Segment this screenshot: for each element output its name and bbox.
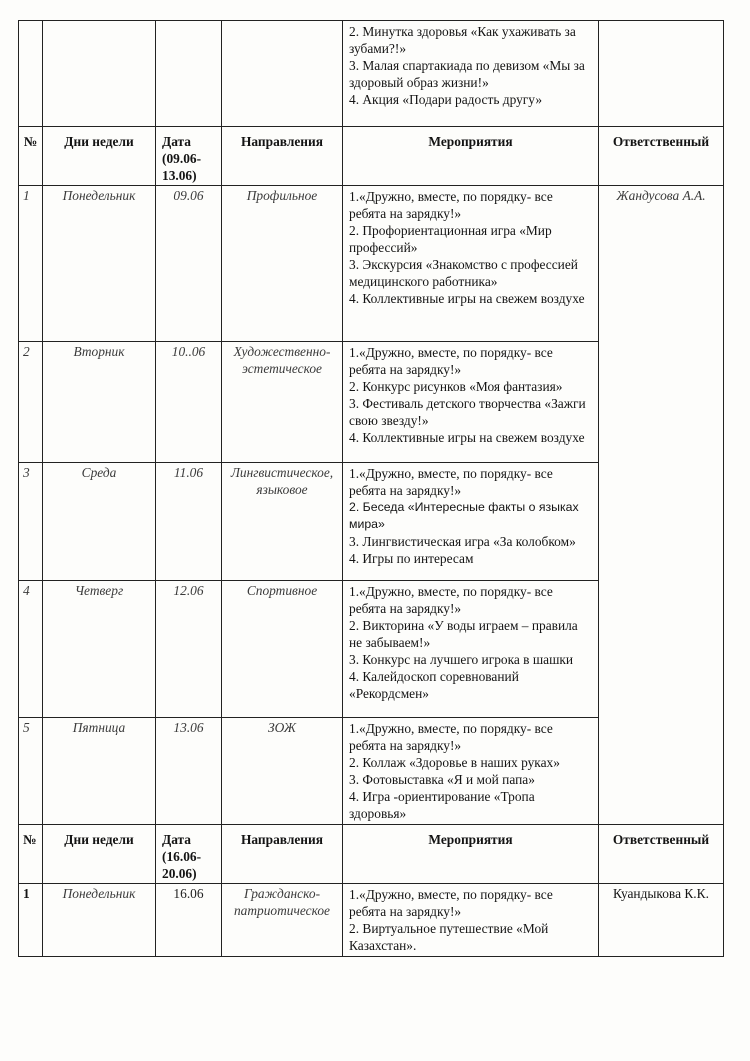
activity-item: 3. Фотовыставка «Я и мой папа» xyxy=(349,772,535,787)
date: 16.06 xyxy=(156,884,222,957)
activity-item: 2. Коллаж «Здоровье в наших руках» xyxy=(349,755,560,770)
row-number: 5 xyxy=(19,718,43,825)
header-num: № xyxy=(19,127,43,186)
header-direction: Направления xyxy=(222,127,343,186)
camp-schedule-table xyxy=(18,20,724,957)
header-day: Дни недели xyxy=(43,127,156,186)
activities-cell xyxy=(343,581,599,718)
row-number: 1 xyxy=(19,186,43,342)
header-date: Дата (16.06-20.06) xyxy=(156,825,222,884)
direction: Профильное xyxy=(222,186,343,342)
activity-item: 3. Конкурс на лучшего игрока в шашки xyxy=(349,652,574,667)
header-day: Дни недели xyxy=(43,825,156,884)
activity-item: 2. Виртуальное путешествие «Мой Казахстан». xyxy=(349,921,549,953)
day-of-week: Пятница xyxy=(43,718,156,825)
activity-item: 2. Конкурс рисунков «Моя фантазия» xyxy=(349,379,563,394)
date: 13.06 xyxy=(156,718,222,825)
activity-item: 1.«Дружно, вместе, по порядку- все ребята на зарядку!» xyxy=(349,345,553,377)
row-number: 4 xyxy=(19,581,43,718)
header-date: Дата (09.06-13.06) xyxy=(156,127,222,186)
activity-item: 3. Фестиваль детского творчества «Зажги свою звезду!» xyxy=(349,396,586,428)
date: 09.06 xyxy=(156,186,222,342)
activity-item: 4. Коллективные игры на свежем воздухе xyxy=(349,430,585,445)
table-header-week1 xyxy=(19,127,724,186)
day-of-week: Понедельник xyxy=(43,884,156,957)
activities-cell xyxy=(343,463,599,581)
date: 10..06 xyxy=(156,342,222,463)
responsible-person: Жандусова А.А. xyxy=(599,186,724,825)
activity-item: 1.«Дружно, вместе, по порядку- все ребята на зарядку!» xyxy=(349,189,553,221)
activity-item: 2. Минутка здоровья «Как ухаживать за зубами?!» xyxy=(349,24,576,56)
activity-item: 2. Беседа «Интересные факты о языках мира» xyxy=(349,500,579,531)
activities-cell xyxy=(343,342,599,463)
row-number: 1 xyxy=(19,884,43,957)
direction: Лингвистическое, языковое xyxy=(222,463,343,581)
continuation-row xyxy=(19,21,724,127)
activity-item: 4. Акция «Подари радость другу» xyxy=(349,92,543,107)
day-of-week: Вторник xyxy=(43,342,156,463)
direction: Гражданско-патриотическое xyxy=(222,884,343,957)
date: 11.06 xyxy=(156,463,222,581)
row-number: 2 xyxy=(19,342,43,463)
day-of-week: Четверг xyxy=(43,581,156,718)
direction: Художественно-эстетическое xyxy=(222,342,343,463)
activity-item: 4. Игры по интересам xyxy=(349,551,474,566)
activity-item: 1.«Дружно, вместе, по порядку- все ребята на зарядку!» xyxy=(349,721,553,753)
table-row xyxy=(19,186,724,342)
header-num: № xyxy=(19,825,43,884)
activity-item: 1.«Дружно, вместе, по порядку- все ребята на зарядку!» xyxy=(349,887,553,919)
activities-cell xyxy=(343,186,599,342)
activity-item: 1.«Дружно, вместе, по порядку- все ребята на зарядку!» xyxy=(349,584,553,616)
row-number: 3 xyxy=(19,463,43,581)
table-row xyxy=(19,884,724,957)
table-header-week2 xyxy=(19,825,724,884)
header-responsible: Ответственный xyxy=(599,127,724,186)
header-direction: Направления xyxy=(222,825,343,884)
activity-item: 3. Экскурсия «Знакомство с профессией медицинского работника» xyxy=(349,257,578,289)
activity-item: 1.«Дружно, вместе, по порядку- все ребята на зарядку!» xyxy=(349,466,553,498)
activity-item: 2. Профориентационная игра «Мир профессий» xyxy=(349,223,552,255)
header-responsible: Ответственный xyxy=(599,825,724,884)
direction: Спортивное xyxy=(222,581,343,718)
day-of-week: Понедельник xyxy=(43,186,156,342)
day-of-week: Среда xyxy=(43,463,156,581)
activities-cell xyxy=(343,884,599,957)
date: 12.06 xyxy=(156,581,222,718)
activities-cell xyxy=(343,718,599,825)
activity-item: 4. Калейдоскоп соревнований «Рекордсмен» xyxy=(349,669,519,701)
activities-cell xyxy=(343,21,599,127)
header-activities: Мероприятия xyxy=(343,825,599,884)
direction: ЗОЖ xyxy=(222,718,343,825)
activity-item: 3. Малая спартакиада по девизом «Мы за здоровый образ жизни!» xyxy=(349,58,585,90)
activity-item: 3. Лингвистическая игра «За колобком» xyxy=(349,534,576,549)
responsible-person: Куандыкова К.К. xyxy=(599,884,724,957)
activity-item: 2. Викторина «У воды играем – правила не забываем!» xyxy=(349,618,578,650)
activity-item: 4. Коллективные игры на свежем воздухе xyxy=(349,291,585,306)
header-activities: Мероприятия xyxy=(343,127,599,186)
activity-item: 4. Игра -ориентирование «Тропа здоровья» xyxy=(349,789,535,821)
